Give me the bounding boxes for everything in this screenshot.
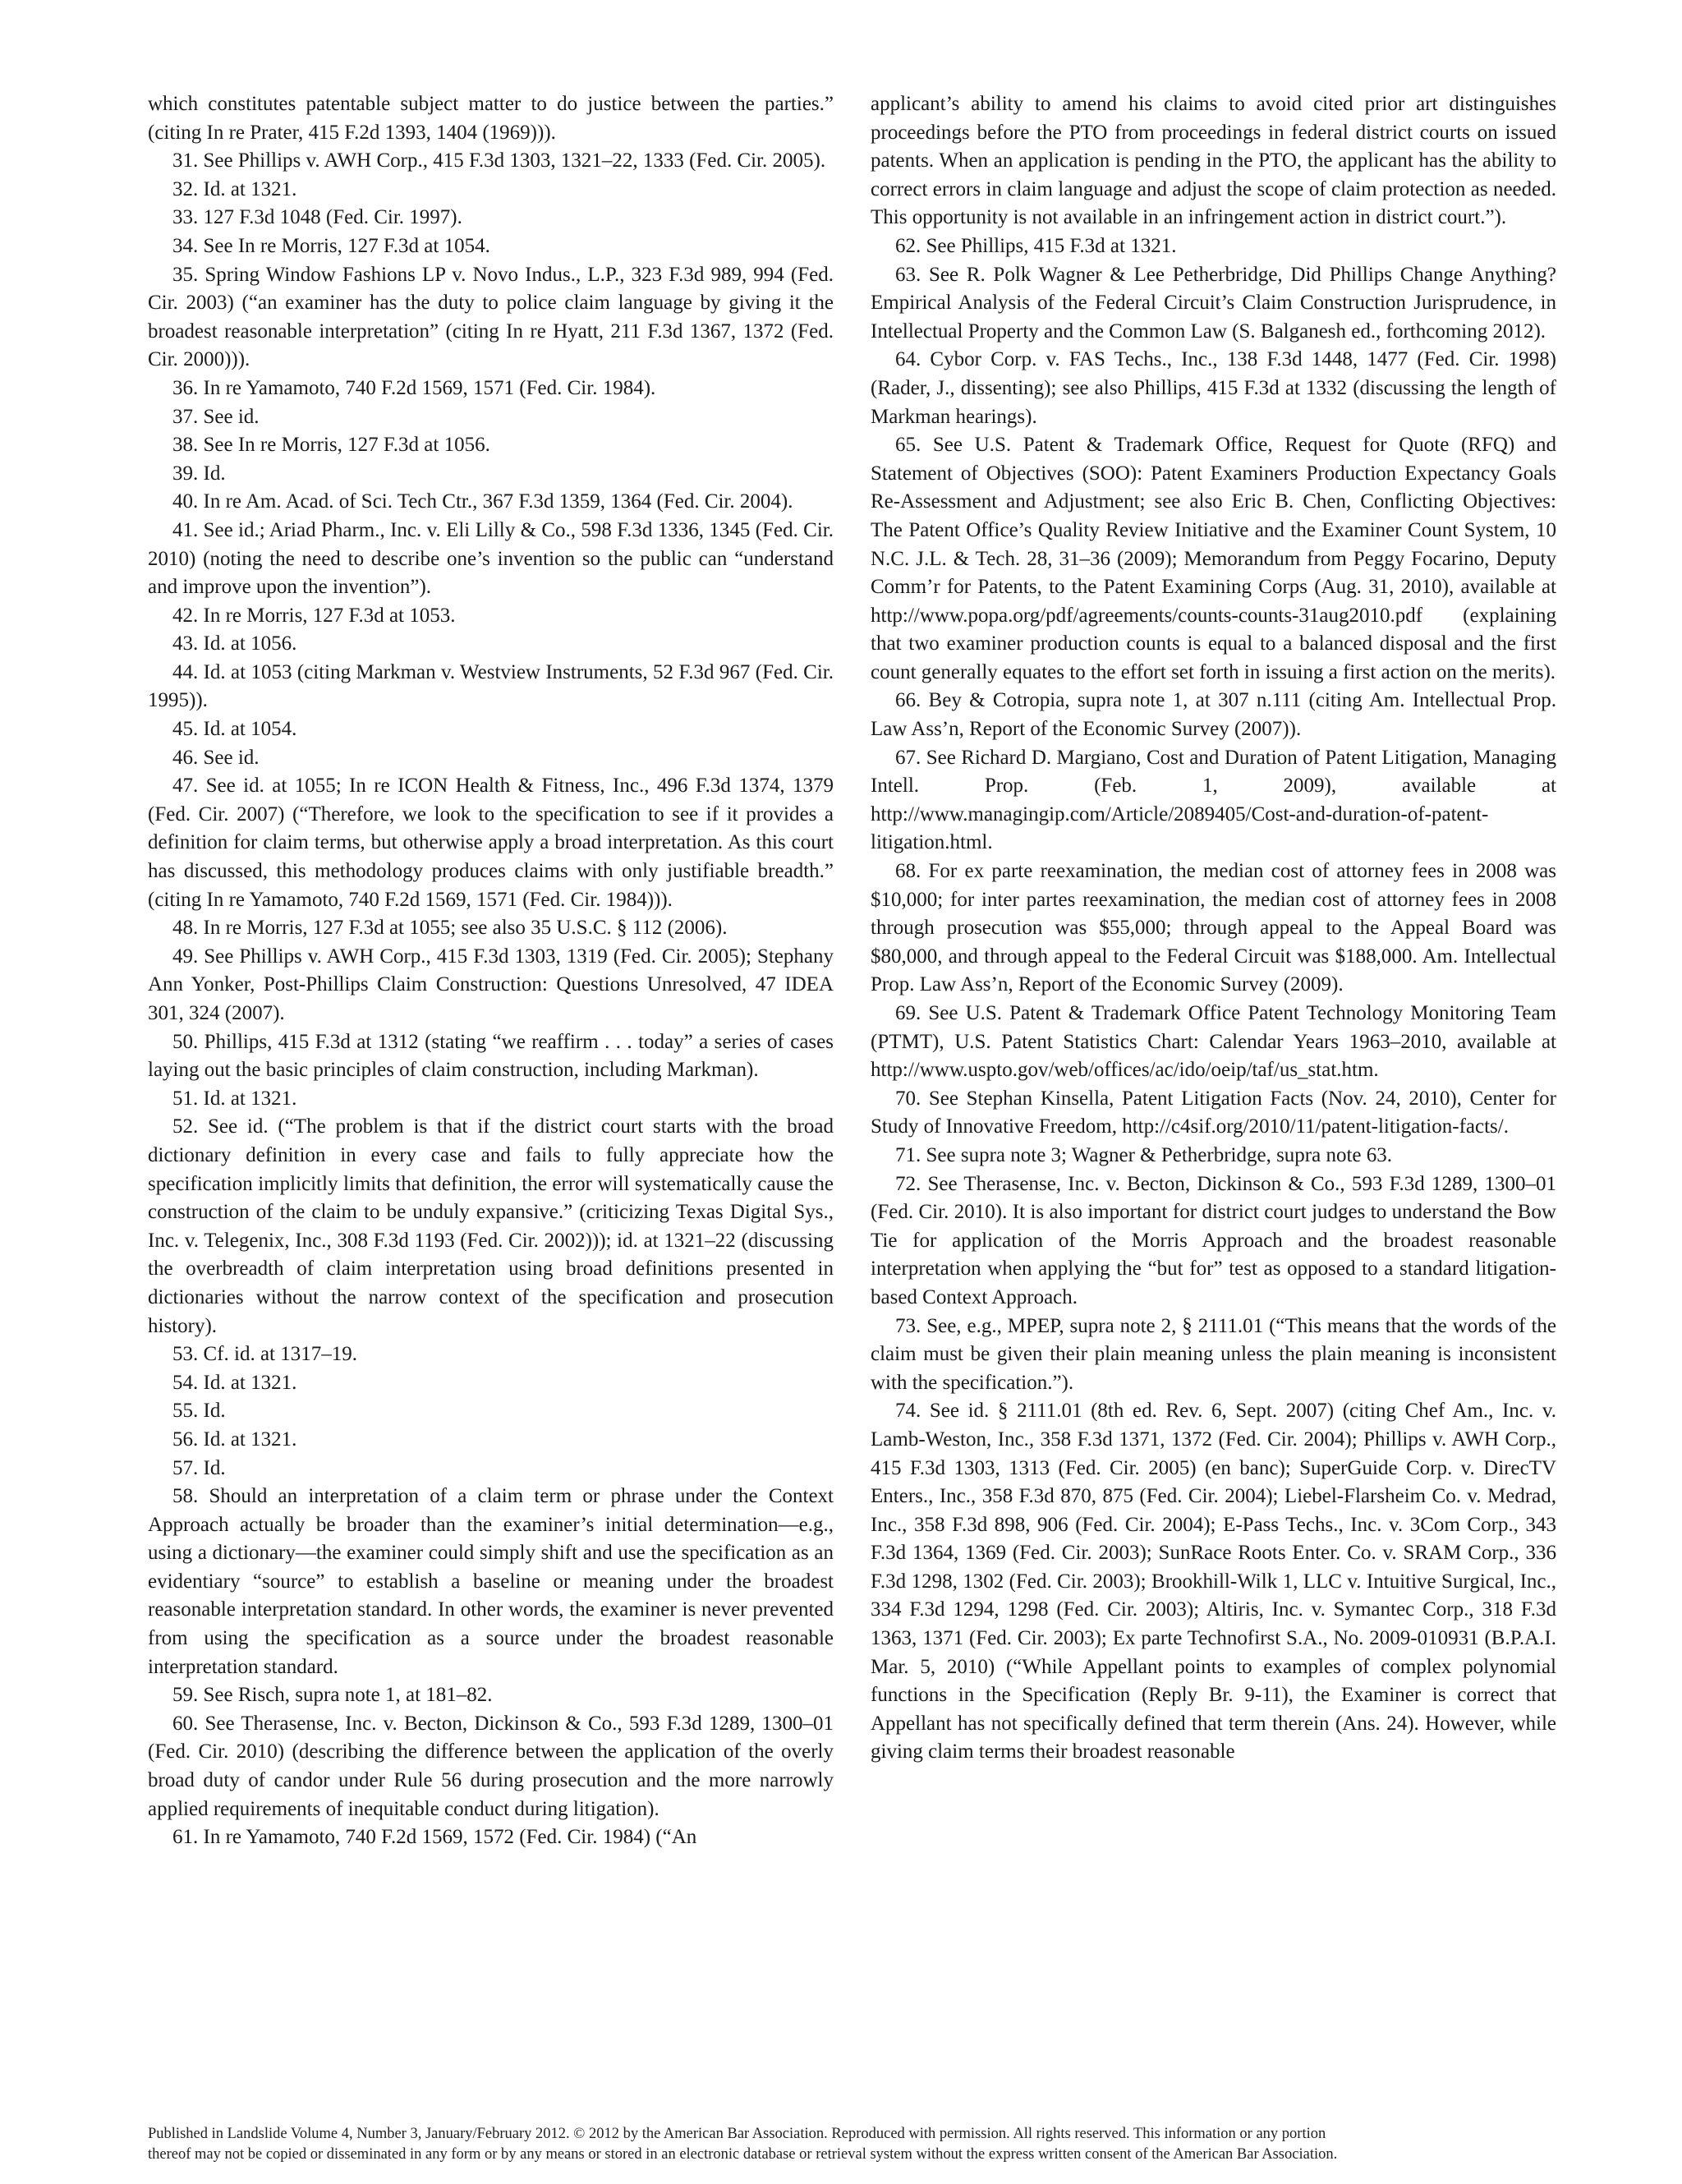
footnote-60: 60. See Therasense, Inc. v. Becton, Dickinson & Co., 593 F.3d 1289, 1300–01 (Fed. Cir. 2010) (describing the difference between the application of the overly broad duty of candor under Rule 56 during prosecution and the more narrowly applied requirements of inequitable conduct during litigation). [148,1712,834,1820]
copyright-line-1: Published in Landslide Volume 4, Number 3, January/February 2012. © 2012 by the American Bar Association. Reproduced with permission. All rights reserved. This information or any portion [148,2126,1326,2142]
footnotes-right-column [871,90,1556,1767]
footnote-38: 38. See In re Morris, 127 F.3d at 1056. [172,434,490,457]
footnote-53: 53. Cf. id. at 1317–19. [172,1343,357,1366]
footnote-31: 31. See Phillips v. AWH Corp., 415 F.3d 1303, 1321–22, 1333 (Fed. Cir. 2005). [172,149,826,172]
footnote-57: 57. Id. [172,1456,226,1479]
footnote-35: 35. Spring Window Fashions LP v. Novo Indus., L.P., 323 F.3d 989, 994 (Fed. Cir. 2003) (“an examiner has the duty to police claim language by giving it the broadest reasonable interpretation” (citing In re Hyatt, 211 F.3d 1367, 1372 (Fed. Cir. 2000))). [148,263,834,371]
footnote-62: 62. See Phillips, 415 F.3d at 1321. [895,234,1177,257]
copyright-footer [148,2124,1560,2165]
footnote-40: 40. In re Am. Acad. of Sci. Tech Ctr., 367 F.3d 1359, 1364 (Fed. Cir. 2004). [172,490,793,513]
footnote-69: 69. See U.S. Patent & Trademark Office Patent Technology Monitoring Team (PTMT), U.S. Patent Statistics Chart: Calendar Years 1963–2010, available at http://www.uspto.gov/web/offices/ac/ido/oeip/taf/us_stat.htm. [871,1002,1556,1082]
footnote-43: 43. Id. at 1056. [172,632,297,655]
footnote-39: 39. Id. [172,462,226,485]
footnote-46: 46. See id. [172,746,260,769]
footnote-48: 48. In re Morris, 127 F.3d at 1055; see also 35 U.S.C. § 112 (2006). [172,917,728,940]
footnote-67: 67. See Richard D. Margiano, Cost and Duration of Patent Litigation, Managing Intell. Prop. (Feb. 1, 2009), available at http://www.managingip.com/Article/2089405/Cost-and-duration-of-patent-litigation.html. [871,746,1556,854]
footnote-42: 42. In re Morris, 127 F.3d at 1053. [172,604,456,627]
footnote-65: 65. See U.S. Patent & Trademark Office, Request for Quote (RFQ) and Statement of Objectives (SOO): Patent Examiners Production Expectancy Goals Re-Assessment and Adjustment; see also Eric B. Chen, Conflicting Objectives: The Patent Office’s Quality Review Initiative and the Examiner Count System, 10 N.C. J.L. & Tech. 28, 31–36 (2009); Memorandum from Peggy Focarino, Deputy Comm’r for Patents, to the Patent Examining Corps (Aug. 31, 2010), available at http://www.popa.org/pdf/agreements/counts-counts-31aug2010.pdf (explaining that two examiner production counts is equal to a balanced disposal and the first count generally equates to the effort set forth in issuing a first action on the merits). [871,434,1556,683]
footnote-45: 45. Id. at 1054. [172,718,297,741]
footnote-64: 64. Cybor Corp. v. FAS Techs., Inc., 138 F.3d 1448, 1477 (Fed. Cir. 1998) (Rader, J., dissenting); see also Phillips, 415 F.3d at 1332 (discussing the length of Markman hearings). [871,348,1556,428]
footnote-36: 36. In re Yamamoto, 740 F.2d 1569, 1571 (Fed. Cir. 1984). [172,376,656,399]
footnote-51: 51. Id. at 1321. [172,1087,297,1110]
footnote-72: 72. See Therasense, Inc. v. Becton, Dickinson & Co., 593 F.3d 1289, 1300–01 (Fed. Cir. 2010). It is also important for district court judges to understand the Bow Tie for application of the Morris Approach and the broadest reasonable interpretation when applying the “but for” test as opposed to a standard litigation-based Context Approach. [871,1172,1556,1308]
footnote-49: 49. See Phillips v. AWH Corp., 415 F.3d 1303, 1319 (Fed. Cir. 2005); Stephany Ann Yonker, Post-Phillips Claim Construction: Questions Unresolved, 47 IDEA 301, 324 (2007). [148,945,834,1024]
footnote-61-continued: applicant’s ability to amend his claims to avoid cited prior art distinguishes proceedings before the PTO from proceedings in federal district courts on issued patents. When an application is pending in the PTO, the applicant has the ability to correct errors in claim language and adjust the scope of claim protection as needed. This opportunity is not available in an infringement action in district court.”). [871,93,1556,229]
footnote-71: 71. See supra note 3; Wagner & Petherbridge, supra note 63. [895,1143,1393,1166]
footnote-74: 74. See id. § 2111.01 (8th ed. Rev. 6, Sept. 2007) (citing Chef Am., Inc. v. Lamb-Weston, Inc., 358 F.3d 1371, 1372 (Fed. Cir. 2004); Phillips v. AWH Corp., 415 F.3d 1303, 1313 (Fed. Cir. 2005) (en banc); SuperGuide Corp. v. DirecTV Enters., Inc., 358 F.3d 870, 875 (Fed. Cir. 2004); Liebel-Flarsheim Co. v. Medrad, Inc., 358 F.3d 898, 906 (Fed. Cir. 2004); E-Pass Techs., Inc. v. 3Com Corp., 343 F.3d 1364, 1369 (Fed. Cir. 2003); SunRace Roots Enter. Co. v. SRAM Corp., 336 F.3d 1298, 1302 (Fed. Cir. 2003); Brookhill-Wilk 1, LLC v. Intuitive Surgical, Inc., 334 F.3d 1294, 1298 (Fed. Cir. 2003); Altiris, Inc. v. Symantec Corp., 318 F.3d 1363, 1371 (Fed. Cir. 2003); Ex parte Technofirst S.A., No. 2009-010931 (B.P.A.I. Mar. 5, 2010) (“While Appellant points to examples of complex polynomial functions in the Specification (Reply Br. 9-11), the Examiner is correct that Appellant has not specifically defined that term therein (Ans. 24). However, while giving claim terms their broadest reasonable [871,1400,1556,1763]
footnote-32: 32. Id. at 1321. [172,177,297,200]
footnote-61: 61. In re Yamamoto, 740 F.2d 1569, 1572 (Fed. Cir. 1984) (“An [172,1826,697,1849]
footnote-30-continued: which constitutes patentable subject matter to do justice between the parties.” (citing In re Prater, 415 F.2d 1393, 1404 (1969))). [148,93,834,144]
footnote-55: 55. Id. [172,1400,226,1423]
footnote-37: 37. See id. [172,405,260,428]
footnote-58: 58. Should an interpretation of a claim term or phrase under the Context Approach actually be broader than the examiner’s initial determination—e.g., using a dictionary—the examiner could simply shift and use the specification as an evidentiary “source” to establish a baseline or meaning under the broadest reasonable interpretation standard. In other words, the examiner is never prevented from using the specification as a source under the broadest reasonable interpretation standard. [148,1485,834,1678]
footnote-50: 50. Phillips, 415 F.3d at 1312 (stating “we reaffirm . . . today” a series of cases laying out the basic principles of claim construction, including Markman). [148,1030,834,1082]
footnote-59: 59. See Risch, supra note 1, at 181–82. [172,1684,493,1707]
footnotes-left-column [148,90,834,1852]
footnote-34: 34. See In re Morris, 127 F.3d at 1054. [172,234,490,257]
footnote-66: 66. Bey & Cotropia, supra note 1, at 307 n.111 (citing Am. Intellectual Prop. Law Ass’n, Report of the Economic Survey (2007)). [871,689,1556,741]
footnote-70: 70. See Stephan Kinsella, Patent Litigation Facts (Nov. 24, 2010), Center for Study of Innovative Freedom, http://c4sif.org/2010/11/patent-litigation-facts/. [871,1087,1556,1138]
footnote-52: 52. See id. (“The problem is that if the district court starts with the broad dictionary definition in every case and fails to fully appreciate how the specification implicitly limits that definition, the error will systematically cause the construction of the claim to be unduly expansive.” (criticizing Texas Digital Sys., Inc. v. Telegenix, Inc., 308 F.3d 1193 (Fed. Cir. 2002))); id. at 1321–22 (discussing the overbreadth of claim interpretation using broad definitions presented in dictionaries without the narrow context of the specification and prosecution history). [148,1115,834,1337]
footnote-68: 68. For ex parte reexamination, the median cost of attorney fees in 2008 was $10,000; for inter partes reexamination, the median cost of attorney fees in 2008 through prosecution was $55,000; through appeal to the Appeal Board was $80,000, and through appeal to the Federal Circuit was $188,000. Am. Intellectual Prop. Law Ass’n, Report of the Economic Survey (2009). [871,860,1556,996]
footnote-44: 44. Id. at 1053 (citing Markman v. Westview Instruments, 52 F.3d 967 (Fed. Cir. 1995)). [148,660,834,712]
copyright-line-2: thereof may not be copied or disseminated in any form or by any means or stored in an electronic database or retrieval system without the express written consent of the American Bar Association. [148,2146,1338,2163]
footnote-54: 54. Id. at 1321. [172,1371,297,1394]
footnote-56: 56. Id. at 1321. [172,1428,297,1451]
footnote-73: 73. See, e.g., MPEP, supra note 2, § 2111.01 (“This means that the words of the claim must be given their plain meaning unless the plain meaning is inconsistent with the specification.”). [871,1314,1556,1394]
footnote-63: 63. See R. Polk Wagner & Lee Petherbridge, Did Phillips Change Anything? Empirical Analysis of the Federal Circuit’s Claim Construction Jurisprudence, in Intellectual Property and the Common Law (S. Balganesh ed., forthcoming 2012). [871,263,1556,343]
footnote-47: 47. See id. at 1055; In re ICON Health & Fitness, Inc., 496 F.3d 1374, 1379 (Fed. Cir. 2007) (“Therefore, we look to the specification to see if it provides a definition for claim terms, but otherwise apply a broad interpretation. As this court has discussed, this methodology produces claims with only justifiable breadth.” (citing In re Yamamoto, 740 F.2d 1569, 1571 (Fed. Cir. 1984))). [148,775,834,911]
footnote-33: 33. 127 F.3d 1048 (Fed. Cir. 1997). [172,206,462,229]
footnote-41: 41. See id.; Ariad Pharm., Inc. v. Eli Lilly & Co., 598 F.3d 1336, 1345 (Fed. Cir. 2010) (noting the need to describe one’s invention so the public can “understand and improve upon the invention”). [148,518,834,599]
